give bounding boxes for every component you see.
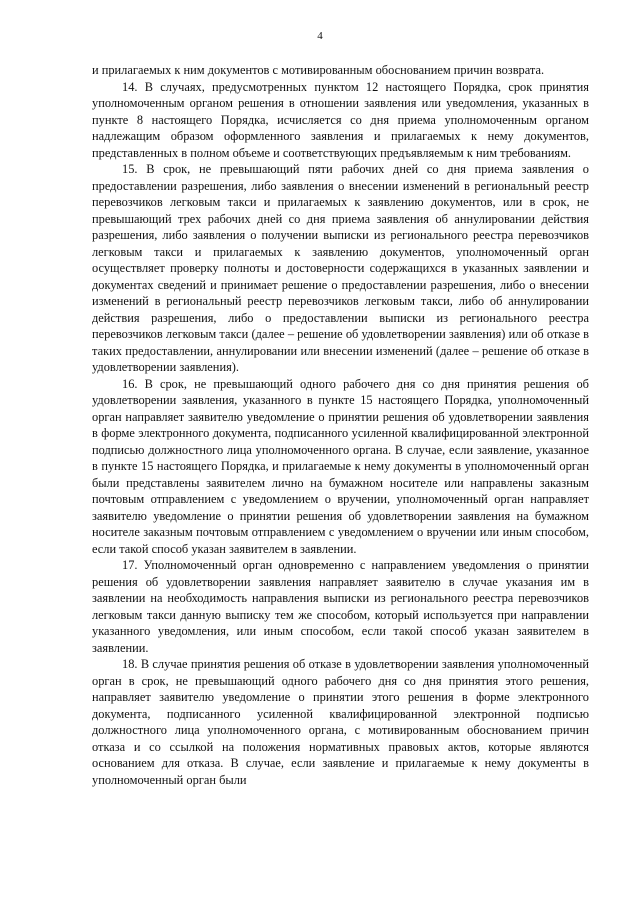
paragraph-continuation: и прилагаемых к ним документов с мотивированным обоснованием причин возврата. xyxy=(92,63,545,77)
paragraph-18: 18. В случае принятия решения об отказе в удовлетворении заявления уполномоченный орган в срок, не превышающий одного рабочего дня со дня принятия этого решения, направляет заявителю уведомление о принятии этого решения в форме электронного документа, подписанного усиленной квалифицированной электронной подписью должностного лица уполномоченного органа, с мотивированным обоснованием причин отказа и со ссылкой на положения нормативных правовых актов, которые являются основанием для отказа. В случае, если заявление и прилагаемые к нему документы в уполномоченный орган были xyxy=(92,657,589,787)
paragraph-17: 17. Уполномоченный орган одновременно с направлением уведомления о принятии решения об удовлетворении заявления направляет заявителю в случае указания им в заявлении на необходимость направления выписки из регионального реестра перевозчиков легковым такси данную выписку тем же способом, который используется при направлении указанного уведомления, или иным способом, если такой способ указан заявителем в заявлении. xyxy=(92,558,589,655)
paragraph-15: 15. В срок, не превышающий пяти рабочих дней со дня приема заявления о предоставлении разрешения, либо заявления о внесении изменений в региональный реестр перевозчиков легковым такси и прилагаемых к заявлению документов, или в срок, не превышающий трех рабочих дней со дня приема заявления об аннулировании действия разрешения, либо заявления о получении выписки из регионального реестра перевозчиков легковым такси и прилагаемых к заявлению документов, уполномоченный орган осуществляет проверку полноты и достоверности содержащихся в указанных заявлении и документах сведений и принимает решение о предоставлении разрешения, либо о внесении изменений в региональный реестр перевозчиков легковым такси, либо об аннулировании действия разрешения, либо о предоставлении выписки из регионального реестра перевозчиков легковым такси (далее – решение об удовлетворении заявления) или об отказе в таких предоставлении, аннулировании или внесении изменений (далее – решение об отказе в удовлетворении заявления). xyxy=(92,162,589,374)
page-number: 4 xyxy=(317,30,323,42)
paragraph-16: 16. В срок, не превышающий одного рабочего дня со дня принятия решения об удовлетворении заявления, указанного в пункте 15 настоящего Порядка, уполномоченный орган направляет заявителю уведомление о принятии решения об удовлетворении заявления в форме электронного документа, подписанного усиленной квалифицированной электронной подписью должностного лица уполномоченного органа. В случае, если заявление, указанное в пункте 15 настоящего Порядка, и прилагаемые к нему документы в уполномоченный орган были представлены заявителем лично на бумажном носителе или направлены заказным почтовым отправлением с уведомлением о вручении, уполномоченный орган направляет заявителю уведомление о принятии решения об удовлетворении заявления на бумажном носителе заказным почтовым отправлением с уведомлением о вручении или иным способом, если такой способ указан заявителем в заявлении. xyxy=(92,376,589,556)
document-body xyxy=(92,62,589,788)
paragraph-14: 14. В случаях, предусмотренных пунктом 12 настоящего Порядка, срок принятия уполномоченным органом решения в отношении заявления или уведомления, указанных в пункте 8 настоящего Порядка, исчисляется со дня приема уполномоченным органом надлежащим образом оформленного заявления и прилагаемых к нему документов, представленных в полном объеме и соответствующих предъявляемым к ним требованиям. xyxy=(92,79,589,160)
